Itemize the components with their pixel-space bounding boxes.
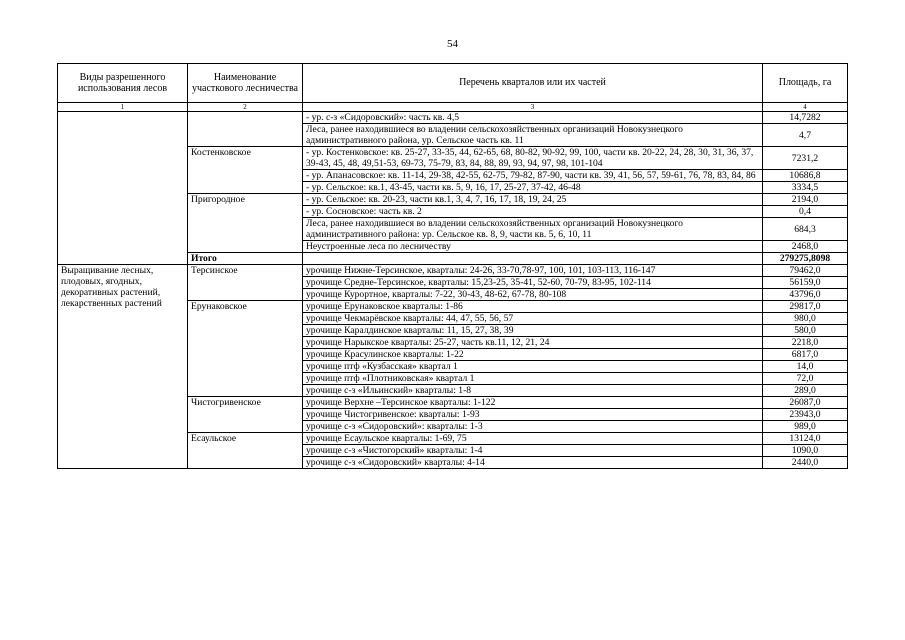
total-label: Итого (188, 253, 303, 265)
area-cell: 43796,0 (763, 289, 848, 301)
quarters-cell: - ур. с-з «Сидоровский»: часть кв. 4,5 (303, 112, 763, 124)
area-cell: 14,0 (763, 361, 848, 373)
quarters-cell: урочище с-з «Ильинский» кварталы: 1-8 (303, 385, 763, 397)
quarters-cell: урочище с-з «Чистогорский» кварталы: 1-4 (303, 445, 763, 457)
quarters-cell: - ур. Сосновское: часть кв. 2 (303, 206, 763, 218)
quarters-cell: - ур. Костенковское: кв. 25-27, 33-35, 44, 62-65, 68, 80-82, 90-92, 99, 100, части кв. 20-22, 24, 28, 30, 31, 36, 37, 39-43, 45, 48, 49,51-53, 69-73, 75-79, 83, 84, 88, 89, 93, 94, 97, 98, 101-104 (303, 147, 763, 170)
forestry-name: Пригородное (188, 194, 303, 253)
quarters-cell: урочище птф «Кузбасская» квартал 1 (303, 361, 763, 373)
area-cell: 684,3 (763, 218, 848, 241)
forestry-name: Костенковское (188, 147, 303, 194)
area-cell: 13124,0 (763, 433, 848, 445)
area-cell: 980,0 (763, 313, 848, 325)
header-forestry: Наименование участкового лесничества (188, 64, 303, 103)
quarters-cell: урочище Чистогривенское: кварталы: 1-93 (303, 409, 763, 421)
quarters-cell: урочище Нижне-Терсинское, кварталы: 24-26, 33-70,78-97, 100, 101, 103-113, 116-147 (303, 265, 763, 277)
quarters-cell: Неустроенные леса по лесничеству (303, 241, 763, 253)
area-cell: 79462,0 (763, 265, 848, 277)
quarters-cell: урочище Верхне –Терсинское кварталы: 1-122 (303, 397, 763, 409)
table-row (58, 265, 848, 277)
area-cell: 580,0 (763, 325, 848, 337)
forest-quarters-table (57, 63, 848, 469)
quarters-cell: урочище Есаульское кварталы: 1-69, 75 (303, 433, 763, 445)
area-cell: 14,7282 (763, 112, 848, 124)
forestry-name: Ерунаковское (188, 301, 303, 397)
area-cell: 26087,0 (763, 397, 848, 409)
area-cell: 4,7 (763, 124, 848, 147)
quarters-cell: - ур. Апанасовское: кв. 11-14, 29-38, 42-55, 62-75, 79-82, 87-90, части кв. 39, 41, 56, 57, 59-61, 76, 78, 83, 84, 86 (303, 170, 763, 182)
area-cell: 56159,0 (763, 277, 848, 289)
area-cell: 23943,0 (763, 409, 848, 421)
total-area: 279275,8098 (763, 253, 848, 265)
total-empty (303, 253, 763, 265)
area-cell: 1090,0 (763, 445, 848, 457)
quarters-cell: урочище Каралдинское кварталы: 11, 15, 27, 38, 39 (303, 325, 763, 337)
area-cell: 29817,0 (763, 301, 848, 313)
quarters-cell: урочище птф «Плотниковская» квартал 1 (303, 373, 763, 385)
col-num-4: 4 (763, 103, 848, 112)
quarters-cell: Леса, ранее находившиеся во владении сельскохозяйственных организаций Новокузнецкого административного района: ур. Сельское кв. 8, 9, части кв. 5, 6, 10, 11 (303, 218, 763, 241)
area-cell: 2440,0 (763, 457, 848, 469)
quarters-cell: - ур. Сельское: кв.1, 43-45, части кв. 5, 9, 16, 17, 25-27, 37-42, 46-48 (303, 182, 763, 194)
quarters-cell: урочище Ерунаковское кварталы: 1-86 (303, 301, 763, 313)
area-cell: 989,0 (763, 421, 848, 433)
area-cell: 2218,0 (763, 337, 848, 349)
col-num-3: 3 (303, 103, 763, 112)
quarters-cell: урочище Чекмарёвское кварталы: 44, 47, 55, 56, 57 (303, 313, 763, 325)
quarters-cell: урочище Нарыкское кварталы: 25-27, часть кв.11, 12, 21, 24 (303, 337, 763, 349)
quarters-cell: урочище Курортное, кварталы: 7-22, 30-43, 48-62, 67-78, 80-108 (303, 289, 763, 301)
area-cell: 3334,5 (763, 182, 848, 194)
area-cell: 72,0 (763, 373, 848, 385)
forestry-name: Есаульское (188, 433, 303, 469)
col-num-2: 2 (188, 103, 303, 112)
forestry-name: Терсинское (188, 265, 303, 301)
header-use-type: Виды разрешенного использования лесов (58, 64, 188, 103)
forestry-cell-prev (188, 112, 303, 147)
use-type-cell-prev (58, 112, 188, 265)
quarters-cell: урочище с-з «Сидоровский» кварталы: 4-14 (303, 457, 763, 469)
area-cell: 10686,8 (763, 170, 848, 182)
header-quarters: Перечень кварталов или их частей (303, 64, 763, 103)
quarters-cell: урочище Средне-Терсинское, кварталы: 15,23-25, 35-41, 52-60, 70-79, 83-95, 102-114 (303, 277, 763, 289)
header-area: Площадь, га (763, 64, 848, 103)
quarters-cell: урочище с-з «Сидоровский»: кварталы: 1-3 (303, 421, 763, 433)
area-cell: 2194,0 (763, 194, 848, 206)
forestry-name: Чистогривенское (188, 397, 303, 433)
area-cell: 0,4 (763, 206, 848, 218)
quarters-cell: - ур. Сельское: кв. 20-23, части кв.1, 3, 4, 7, 16, 17, 18, 19, 24, 25 (303, 194, 763, 206)
use-type-cell: Выращивание лесных, плодовых, ягодных, декоративных растений, лекарственных растений (58, 265, 188, 469)
page-number: 54 (447, 38, 458, 50)
col-num-1: 1 (58, 103, 188, 112)
quarters-cell: урочище Красулинское кварталы: 1-22 (303, 349, 763, 361)
area-cell: 289,0 (763, 385, 848, 397)
area-cell: 6817,0 (763, 349, 848, 361)
quarters-cell: Леса, ранее находившиеся во владении сельскохозяйственных организаций Новокузнецкого административного района, ур. Сельское часть кв. 11 (303, 124, 763, 147)
area-cell: 2468,0 (763, 241, 848, 253)
area-cell: 7231,2 (763, 147, 848, 170)
table-row (58, 112, 848, 124)
